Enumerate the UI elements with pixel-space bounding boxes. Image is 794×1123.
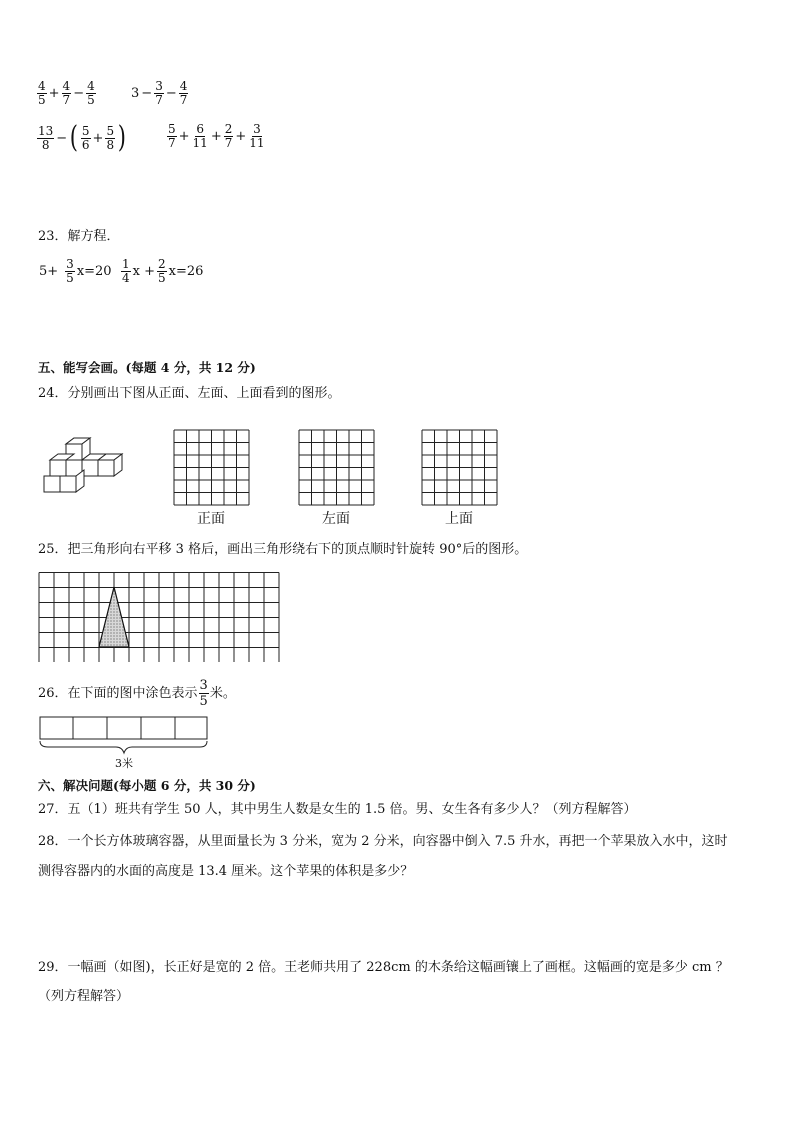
expression-1 — [36, 80, 97, 107]
expression-3 — [36, 120, 128, 155]
numerator: 3 — [199, 678, 208, 693]
front-view-grid[interactable] — [173, 429, 251, 507]
cube-stack-figure — [42, 434, 124, 496]
question-27-text: 27．五（1）班共有学生 50 人，其中男生人数是女生的 1.5 倍。男、女生各有多少人？（列方程解答） — [38, 802, 637, 817]
numerator: 4 — [38, 79, 46, 93]
fraction — [105, 125, 115, 152]
front-view-label: 正面 — [197, 511, 225, 527]
numerator: 3 — [66, 257, 74, 271]
denominator: 7 — [155, 93, 163, 107]
left-paren: ( — [69, 120, 79, 155]
numerator: 4 — [179, 79, 188, 93]
section-6-title: 六、解决问题(每小题 6 分，共 30 分) — [38, 778, 256, 793]
denominator: 8 — [41, 137, 50, 152]
question-26-prefix: 26．在下面的图中涂色表示 — [38, 685, 198, 701]
translation-grid[interactable] — [38, 572, 280, 662]
numerator: 3 — [155, 79, 163, 93]
denominator: 11 — [192, 136, 208, 150]
denominator: 5 — [38, 93, 46, 107]
equation-tail: x=20 — [76, 264, 112, 279]
brace — [40, 741, 207, 753]
question-29-line-2: （列方程解答） — [38, 989, 130, 1004]
operator: + — [48, 86, 60, 101]
operator: − — [141, 86, 153, 101]
numerator: 4 — [87, 79, 95, 93]
denominator: 8 — [106, 137, 115, 152]
denominator: 5 — [87, 93, 95, 107]
operator: − — [56, 130, 68, 146]
question-25-text: 25．把三角形向右平移 3 格后，画出三角形绕右下的顶点顺时针旋转 90°后的图形。 — [38, 542, 528, 557]
numerator: 1 — [122, 257, 130, 271]
fraction — [167, 123, 177, 150]
fraction — [65, 258, 75, 285]
fraction — [121, 258, 131, 285]
top-view-grid[interactable] — [421, 429, 499, 507]
numerator: 2 — [224, 122, 233, 136]
operator: + — [210, 129, 222, 144]
fraction — [37, 125, 54, 152]
question-26-text — [38, 678, 236, 709]
operator: − — [73, 86, 85, 101]
denominator: 6 — [81, 137, 90, 152]
bar-length-label: 3米 — [115, 757, 133, 770]
fraction — [248, 123, 265, 150]
question-28-line-2: 测得容器内的水面的高度是 13.4 厘米。这个苹果的体积是多少？ — [38, 864, 414, 879]
operator: − — [165, 86, 177, 101]
section-5-title: 五、能写会画。(每题 4 分，共 12 分) — [38, 360, 256, 375]
top-view-label: 上面 — [445, 511, 473, 527]
question-28-line-1: 28．一个长方体玻璃容器，从里面量长为 3 分米，宽为 2 分米，向容器中倒入 7.5 升水，再把一个苹果放入水中，这时 — [38, 834, 728, 849]
equation-1 — [38, 258, 113, 285]
equation-middle: x + — [132, 264, 155, 279]
numerator: 5 — [106, 123, 115, 138]
fraction — [179, 80, 189, 107]
right-paren: ) — [117, 120, 127, 155]
numerator: 4 — [62, 79, 71, 93]
left-view-grid[interactable] — [298, 429, 376, 507]
expression-2 — [130, 80, 189, 107]
denominator: 7 — [168, 136, 176, 150]
numerator: 5 — [168, 122, 176, 136]
question-29-line-1: 29．一幅画（如图)，长正好是宽的 2 倍。王老师共用了 228cm 的木条给这幅画镶上了画框。这幅画的宽是多少 cm ？ — [38, 960, 729, 975]
denominator: 4 — [122, 271, 130, 285]
fraction — [157, 258, 167, 285]
question-24-text: 24．分别画出下图从正面、左面、上面看到的图形。 — [38, 386, 341, 401]
fraction — [81, 125, 91, 152]
operator: + — [178, 129, 190, 144]
left-view-label: 左面 — [322, 511, 350, 527]
operator: + — [235, 129, 247, 144]
denominator: 11 — [249, 136, 265, 150]
numerator: 13 — [38, 123, 54, 138]
numerator: 5 — [81, 123, 90, 138]
equation-2 — [120, 258, 204, 285]
numerator: 6 — [196, 122, 204, 136]
fraction — [224, 123, 234, 150]
denominator: 7 — [224, 136, 233, 150]
fraction — [154, 80, 164, 107]
fraction — [199, 678, 209, 709]
fraction — [86, 80, 96, 107]
numerator: 3 — [253, 122, 261, 136]
denominator: 5 — [66, 271, 74, 285]
fraction — [192, 123, 209, 150]
fraction — [62, 80, 72, 107]
expression-4 — [166, 123, 267, 150]
denominator: 7 — [62, 93, 71, 107]
numerator: 2 — [158, 257, 166, 271]
question-23-title: 23．解方程． — [38, 229, 120, 244]
denominator: 7 — [179, 93, 188, 107]
operator: + — [92, 130, 104, 146]
denominator: 5 — [158, 271, 166, 285]
denominator: 5 — [199, 694, 208, 709]
equation-lead: 5+ — [39, 264, 59, 279]
equation-tail: x=26 — [168, 264, 204, 279]
question-26-suffix: 米。 — [209, 685, 236, 701]
leading-number: 3 — [131, 86, 140, 101]
fraction — [37, 80, 47, 107]
